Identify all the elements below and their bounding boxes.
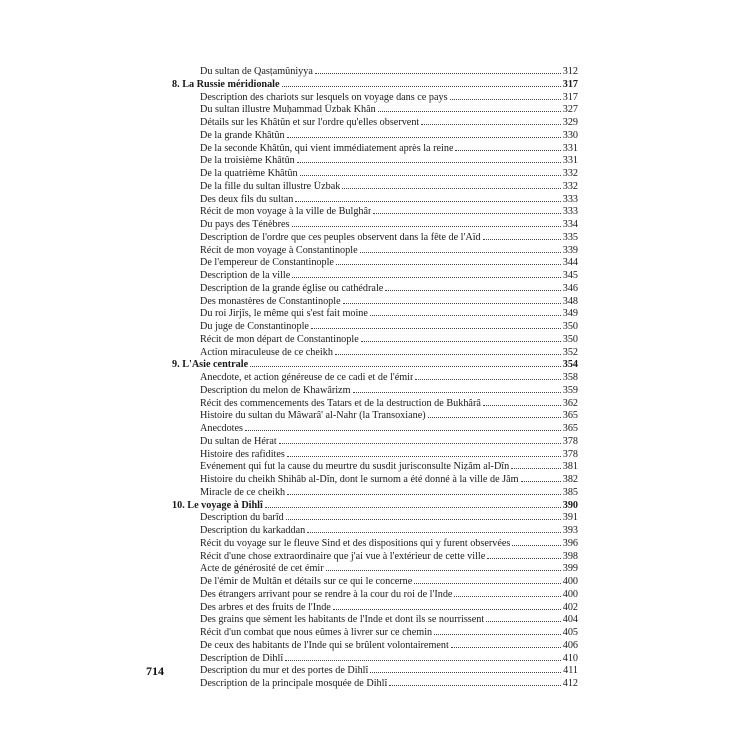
dot-leader xyxy=(434,634,561,635)
toc-chapter-entry xyxy=(172,359,578,372)
toc-entry-title: Description de Dihlî xyxy=(200,652,284,664)
toc-entry-page: 334 xyxy=(562,219,578,230)
toc-entry xyxy=(172,66,578,79)
toc-entry xyxy=(172,334,578,347)
toc-entry-title: Des monastères de Constantinople xyxy=(200,295,341,307)
toc-entry-title: Description de la principale mosquée de Dihlî xyxy=(200,678,388,689)
toc-entry xyxy=(172,219,578,232)
dot-leader xyxy=(450,99,561,100)
toc-entry-page: 404 xyxy=(562,614,578,626)
toc-entry-page: 385 xyxy=(562,486,578,498)
dot-leader xyxy=(487,558,560,559)
toc-entry-page: 350 xyxy=(562,333,578,345)
dot-leader xyxy=(342,188,560,189)
dot-leader xyxy=(287,456,561,457)
toc-entry-page: 332 xyxy=(562,180,578,192)
toc-entry-title: Des grains que sèment les habitants de l'Inde et dont ils se nourrissent xyxy=(200,614,485,626)
dot-leader xyxy=(287,494,561,495)
toc-entry-page: 327 xyxy=(562,104,578,116)
dot-leader xyxy=(250,366,561,367)
toc-entry-title: Description des chariots sur lesquels on voyage dans ce pays xyxy=(200,91,448,103)
toc-entry-title: Anecdotes xyxy=(200,423,243,434)
toc-entry-page: 411 xyxy=(563,665,578,677)
toc-entry xyxy=(172,270,578,283)
toc-entry-page: 331 xyxy=(562,142,578,154)
dot-leader xyxy=(421,124,560,125)
toc-entry-title: Histoire du sultan du Mâwarâ' al-Nahr (la Transoxiane) xyxy=(200,410,426,422)
toc-entry-title: Événement qui fut la cause du meurtre du susdit jurisconsulte Niẓâm al-Dîn xyxy=(200,461,510,473)
toc-entry-page: 393 xyxy=(562,525,578,536)
toc-entry-title: Description du barîd xyxy=(200,512,284,524)
toc-entry xyxy=(172,665,578,678)
toc-entry-page: 391 xyxy=(562,512,578,524)
dot-leader xyxy=(512,545,560,546)
toc-entry-page: 352 xyxy=(562,346,578,358)
toc-entry xyxy=(172,398,578,411)
toc-entry-page: 339 xyxy=(562,244,578,256)
toc-entry xyxy=(172,602,578,615)
dot-leader xyxy=(428,417,561,418)
toc-entry-title: De l'empereur de Constantinople xyxy=(200,257,334,269)
toc-entry-page: 348 xyxy=(562,295,578,307)
toc-entry-title: De la troisième Khâtûn xyxy=(200,155,295,167)
toc-entry xyxy=(172,104,578,117)
toc-entry-page: 400 xyxy=(562,576,578,587)
dot-leader xyxy=(343,303,561,304)
dot-leader xyxy=(378,111,561,112)
toc-entry-title: Du roi Jirjîs, le même qui s'est fait moine xyxy=(200,308,368,320)
dot-leader xyxy=(335,354,561,355)
toc-entry-page: 365 xyxy=(562,423,578,434)
toc-entry xyxy=(172,640,578,653)
dot-leader xyxy=(414,583,560,584)
toc-entry-title: Description de l'ordre que ces peuples observent dans la fête de l'Aïd xyxy=(200,231,481,243)
toc-entry-page: 378 xyxy=(562,435,578,447)
toc-entry-title: De la grande Khâtûn xyxy=(200,129,285,141)
toc-entry xyxy=(172,589,578,602)
toc-entry xyxy=(172,143,578,156)
dot-leader xyxy=(454,596,560,597)
dot-leader xyxy=(300,175,561,176)
dot-leader xyxy=(373,213,560,214)
toc-entry-page: 329 xyxy=(562,117,578,128)
toc-entry xyxy=(172,283,578,296)
dot-leader xyxy=(360,252,561,253)
toc-entry-page: 330 xyxy=(562,129,578,141)
toc-entry-page: 346 xyxy=(562,282,578,294)
toc-entry-page: 410 xyxy=(562,652,578,664)
toc-entry-page: 344 xyxy=(562,257,578,269)
dot-leader xyxy=(336,264,561,265)
toc-entry-page: 359 xyxy=(562,384,578,396)
toc-entry-page: 400 xyxy=(562,588,578,600)
toc-entry-page: 349 xyxy=(562,308,578,320)
toc-entry-page: 350 xyxy=(562,321,578,332)
toc-entry xyxy=(172,525,578,538)
toc-entry-title: Miracle de ce cheikh xyxy=(200,486,286,498)
toc-entry xyxy=(172,461,578,474)
toc-entry-title: 9. L'Asie centrale xyxy=(172,359,249,371)
toc-entry-page: 378 xyxy=(562,448,578,460)
toc-entry-title: De l'émir de Multân et détails sur ce qui le concerne xyxy=(200,576,413,587)
dot-leader xyxy=(286,519,561,520)
toc-entry xyxy=(172,321,578,334)
toc-entry-page: 354 xyxy=(562,359,578,371)
toc-entry-title: Récit d'un combat que nous eûmes à livrer sur ce chemin xyxy=(200,627,433,638)
toc-entry xyxy=(172,155,578,168)
toc-entry-title: Des étrangers arrivant pour se rendre à la cour du roi de l'Inde xyxy=(200,588,453,600)
toc-entry-title: Récit de mon voyage à la ville de Bulghâr xyxy=(200,206,372,218)
dot-leader xyxy=(415,379,560,380)
toc-chapter-entry xyxy=(172,500,578,513)
toc-entry xyxy=(172,347,578,360)
toc-entry-title: Récit des commencements des Tatars et de la destruction de Bukhârâ xyxy=(200,397,481,409)
toc-entry-page: 362 xyxy=(562,397,578,409)
dot-leader xyxy=(287,137,561,138)
toc-entry xyxy=(172,512,578,525)
toc-entry-title: Histoire des rafidites xyxy=(200,448,285,460)
dot-leader xyxy=(370,315,561,316)
dot-leader xyxy=(326,570,561,571)
toc-entry xyxy=(172,232,578,245)
toc-entry-title: De ceux des habitants de l'Inde qui se brûlent volontairement xyxy=(200,639,449,651)
dot-leader xyxy=(370,672,561,673)
toc-entry-title: Description de la grande église ou cathédrale xyxy=(200,282,384,294)
dot-leader xyxy=(455,150,560,151)
dot-leader xyxy=(353,392,561,393)
dot-leader xyxy=(451,647,561,648)
toc-entry-page: 396 xyxy=(562,537,578,549)
dot-leader xyxy=(265,507,561,508)
toc-entry xyxy=(172,563,578,576)
toc-entry-page: 398 xyxy=(562,550,578,562)
toc-chapter-entry xyxy=(172,79,578,92)
toc-entry-page: 333 xyxy=(562,193,578,205)
toc-entry xyxy=(172,410,578,423)
dot-leader xyxy=(285,660,561,661)
toc-entry xyxy=(172,245,578,258)
dot-leader xyxy=(486,621,561,622)
toc-entry-title: Récit d'une chose extraordinaire que j'ai vue à l'extérieur de cette ville xyxy=(200,550,486,562)
toc-entry-page: 331 xyxy=(562,155,578,167)
toc-entry-page: 405 xyxy=(562,627,578,638)
dot-leader xyxy=(385,290,560,291)
toc-entry xyxy=(172,296,578,309)
toc-entry xyxy=(172,257,578,270)
toc-entry-title: Description du karkaddan xyxy=(200,525,306,536)
toc-entry-title: Action miraculeuse de ce cheikh xyxy=(200,346,333,358)
toc-entry-page: 406 xyxy=(562,639,578,651)
toc-entry-page: 332 xyxy=(562,168,578,179)
toc-entry xyxy=(172,92,578,105)
dot-leader xyxy=(521,481,561,482)
toc-entry-title: Du sultan de Qasṭamûniyya xyxy=(200,66,313,77)
dot-leader xyxy=(245,430,561,431)
toc-entry-title: Des deux fils du sultan xyxy=(200,193,294,205)
dot-leader xyxy=(292,277,560,278)
toc-entry-page: 335 xyxy=(562,231,578,243)
toc-entry xyxy=(172,449,578,462)
toc-entry xyxy=(172,385,578,398)
dot-leader xyxy=(333,609,561,610)
toc-entry-title: Description de la ville xyxy=(200,270,291,281)
toc-entry-title: 8. La Russie méridionale xyxy=(172,78,280,90)
toc-entry-page: 317 xyxy=(562,91,578,103)
dot-leader xyxy=(282,86,561,87)
toc-entry-title: Détails sur les Khâtûn et sur l'ordre qu'elles observent xyxy=(200,117,420,128)
toc-entry-title: Récit de mon voyage à Constantinople xyxy=(200,244,358,256)
toc-entry-title: Description du melon de Khawârizm xyxy=(200,384,351,396)
dot-leader xyxy=(307,532,560,533)
dot-leader xyxy=(511,468,560,469)
toc-entry-page: 382 xyxy=(562,474,578,485)
toc-entry xyxy=(172,308,578,321)
toc-entry-title: 10. Le voyage à Dihlî xyxy=(172,499,263,511)
toc-entry xyxy=(172,678,578,691)
toc-entry-page: 333 xyxy=(562,206,578,218)
dot-leader xyxy=(389,685,560,686)
toc-entry-title: De la fille du sultan illustre Üzbak xyxy=(200,180,341,192)
toc-entry-title: Description du mur et des portes de Dihlî xyxy=(200,665,369,677)
dot-leader xyxy=(279,443,561,444)
dot-leader xyxy=(315,73,561,74)
toc-entry xyxy=(172,653,578,666)
toc-entry xyxy=(172,117,578,130)
dot-leader xyxy=(292,226,561,227)
toc-entry-title: Récit de mon départ de Constantinople xyxy=(200,333,359,345)
toc-entry xyxy=(172,206,578,219)
toc-entry-page: 399 xyxy=(562,563,578,575)
toc-entry-title: Des arbres et des fruits de l'Inde xyxy=(200,601,331,613)
toc-entry xyxy=(172,576,578,589)
toc-entry xyxy=(172,614,578,627)
dot-leader xyxy=(311,328,561,329)
dot-leader xyxy=(483,239,561,240)
toc-entry xyxy=(172,538,578,551)
toc-entry-title: Du sultan illustre Muḥammad Üzbak Khân xyxy=(200,104,376,116)
toc-entry-title: Récit du voyage sur le fleuve Sind et des dispositions qui y furent observées xyxy=(200,537,511,549)
toc-entry xyxy=(172,487,578,500)
toc-entry xyxy=(172,130,578,143)
dot-leader xyxy=(295,201,560,202)
dot-leader xyxy=(297,162,561,163)
toc-entry-page: 317 xyxy=(562,78,578,90)
toc-entry-title: De la quatrième Khâtûn xyxy=(200,168,298,179)
toc-entry-page: 390 xyxy=(562,499,578,511)
toc-entry xyxy=(172,194,578,207)
toc-entry xyxy=(172,168,578,181)
table-of-contents xyxy=(172,66,578,691)
toc-entry-title: Du sultan de Hérat xyxy=(200,435,277,447)
toc-entry-title: Du pays des Ténèbres xyxy=(200,219,290,230)
toc-entry-page: 381 xyxy=(562,461,578,473)
toc-entry xyxy=(172,423,578,436)
toc-entry-page: 402 xyxy=(562,601,578,613)
toc-entry xyxy=(172,372,578,385)
toc-entry xyxy=(172,181,578,194)
dot-leader xyxy=(361,341,561,342)
toc-entry-title: Acte de générosité de cet émir xyxy=(200,563,324,575)
toc-entry xyxy=(172,474,578,487)
toc-entry-title: Du juge de Constantinople xyxy=(200,321,309,332)
toc-entry-page: 345 xyxy=(562,270,578,281)
toc-entry-page: 365 xyxy=(562,410,578,422)
toc-entry-title: De la seconde Khâtûn, qui vient immédiatement après la reine xyxy=(200,142,454,154)
toc-entry-page: 358 xyxy=(562,372,578,383)
toc-entry-page: 312 xyxy=(562,66,578,77)
toc-entry-title: Histoire du cheikh Shihâb al-Dîn, dont le surnom a été donné à la ville de Jâm xyxy=(200,474,519,485)
toc-entry xyxy=(172,436,578,449)
dot-leader xyxy=(483,405,561,406)
toc-entry-page: 412 xyxy=(562,678,578,689)
toc-entry-title: Anecdote, et action généreuse de ce cadi et de l'émir xyxy=(200,372,414,383)
toc-entry xyxy=(172,551,578,564)
toc-entry xyxy=(172,627,578,640)
page-number: 714 xyxy=(146,664,164,678)
